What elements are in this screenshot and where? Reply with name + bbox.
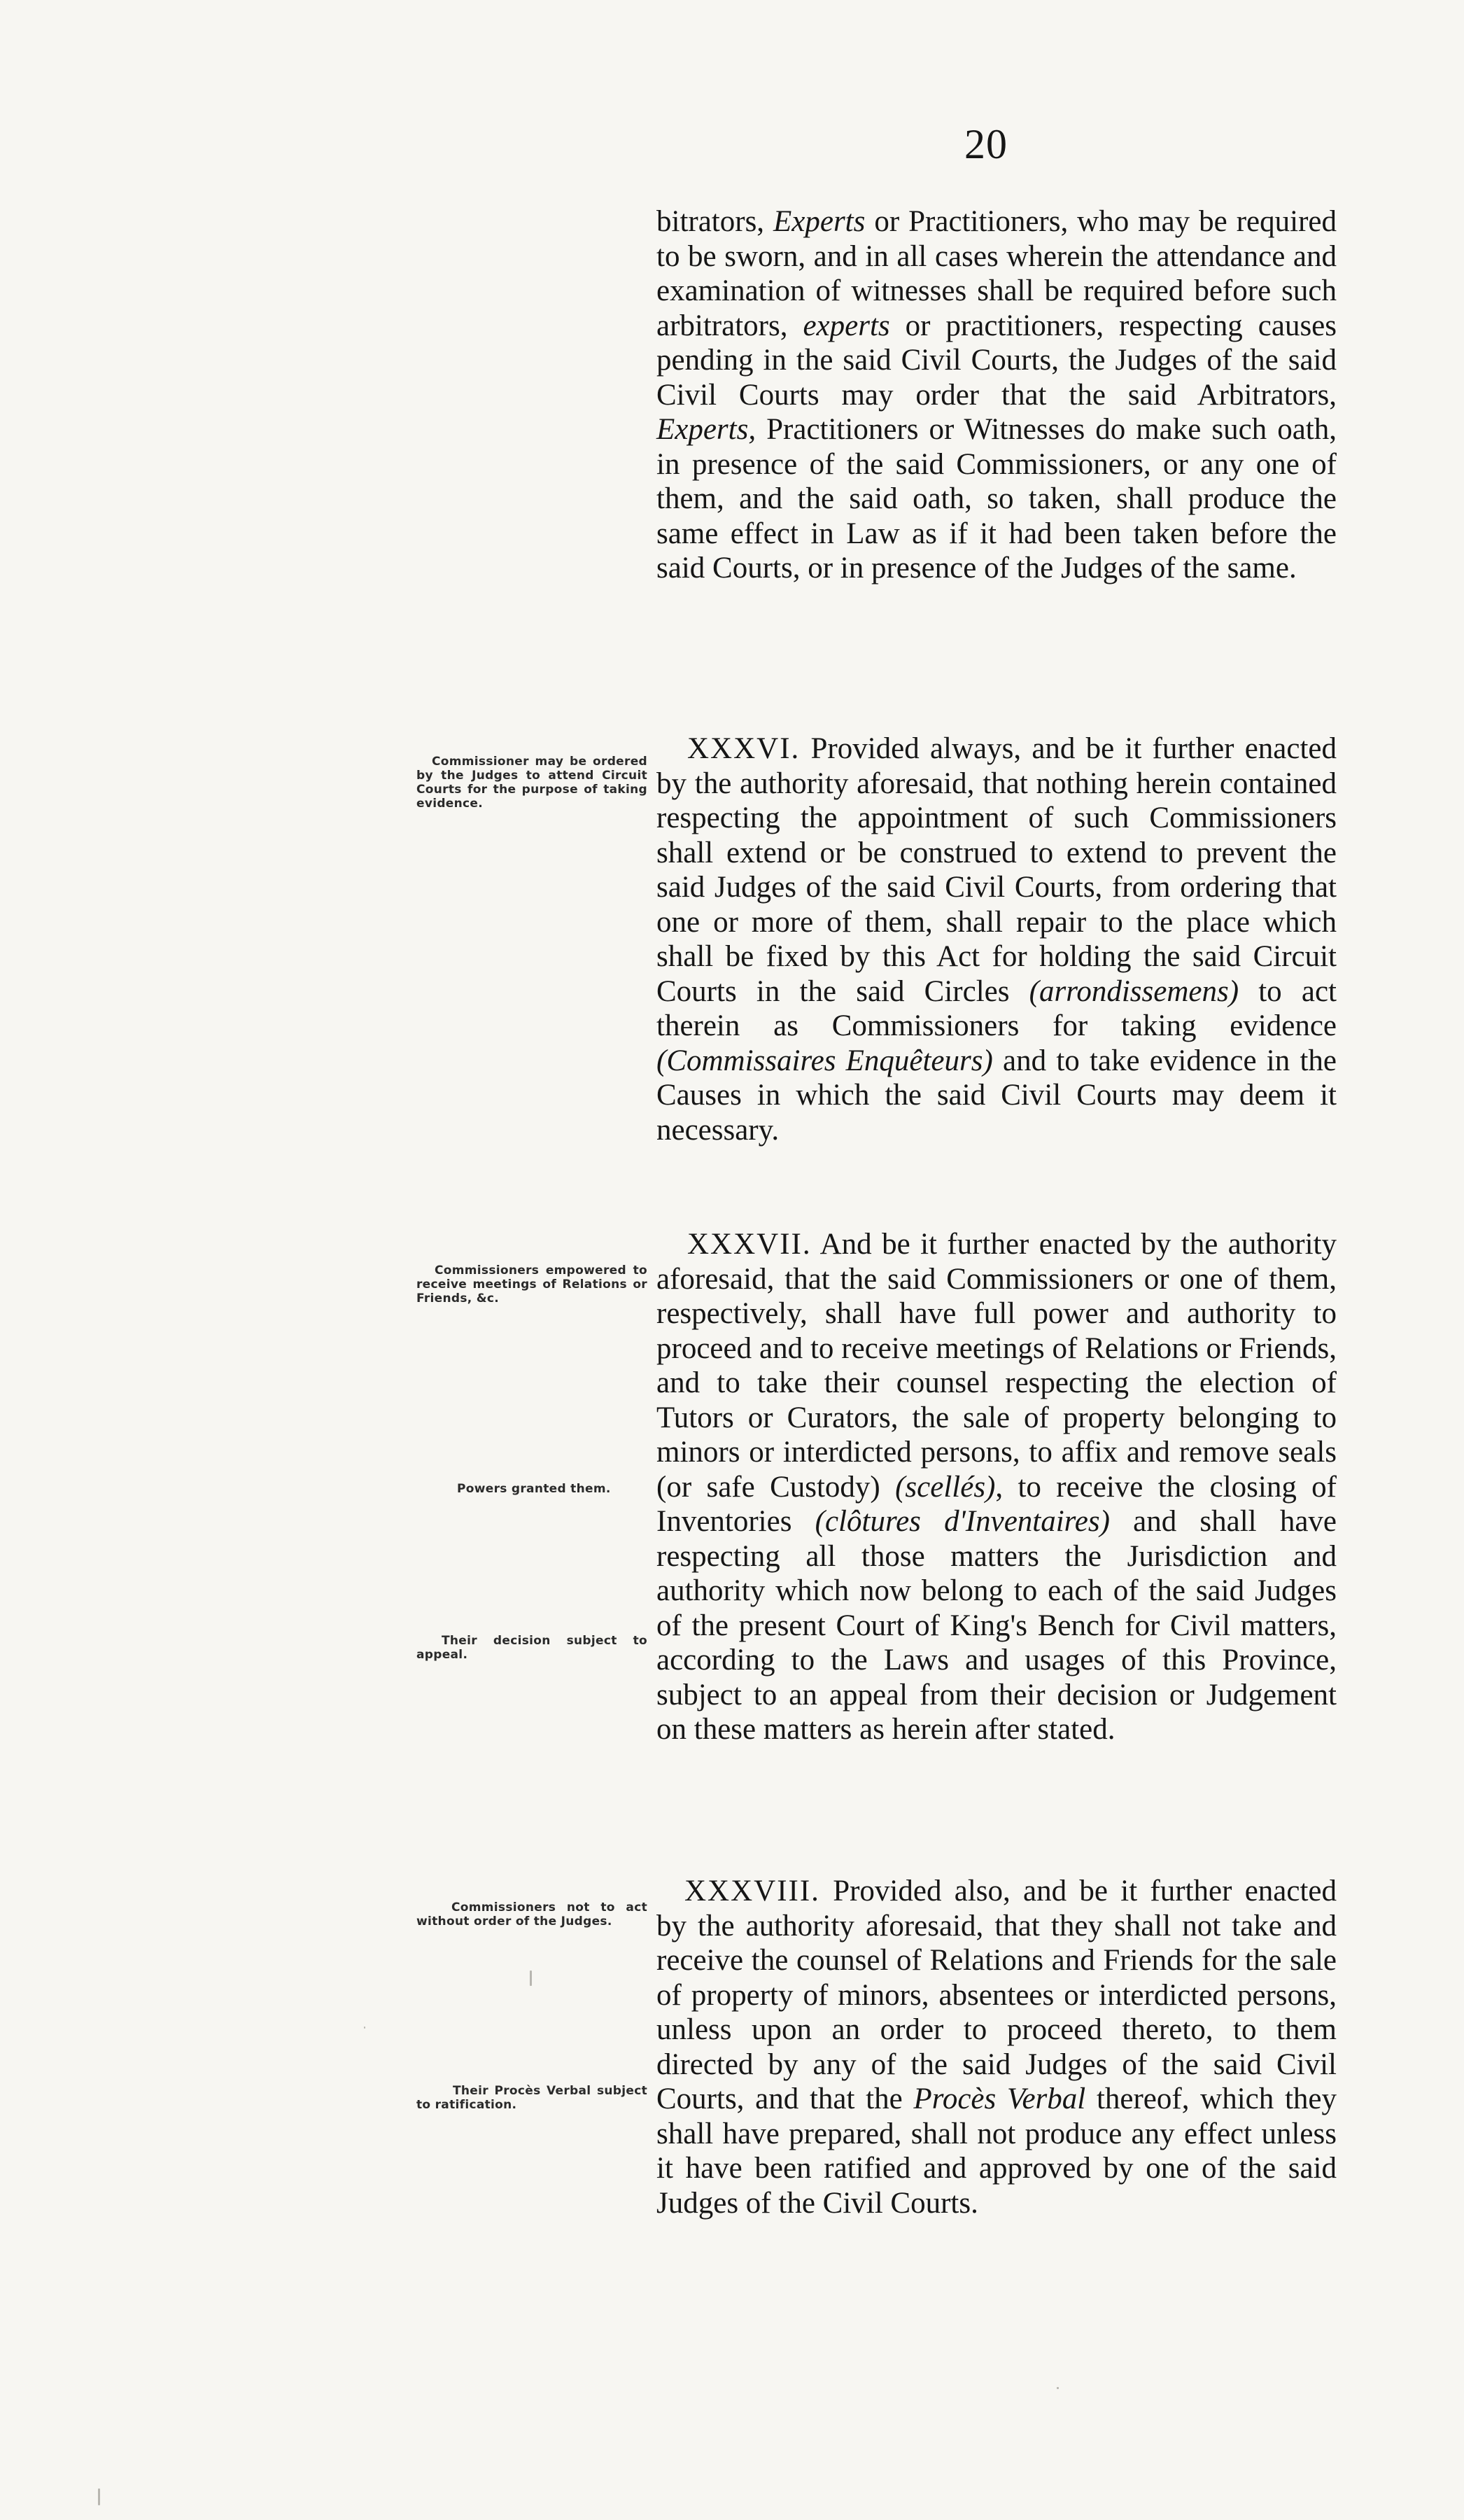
italic-term: (clôtures d'Inventaires) xyxy=(815,1505,1110,1538)
italic-term: (arrondissemens) xyxy=(1029,974,1239,1008)
section-number: XXXVIII. xyxy=(684,1875,820,1907)
page-number: 20 xyxy=(964,121,1008,167)
paragraph-text: Provided also, and be it further enacted by the authority aforesaid, that they shall not take and receive the counsel of Relations and Friends for the sale of property of minors, absentees or interdicted persons, unless upon an order to proceed thereto, to them directed by any of the said Judges of the said Civil Courts, and that the xyxy=(656,1875,1337,2115)
section-xxxviii xyxy=(656,1874,1337,2220)
italic-term: (Commissaires Enquêteurs) xyxy=(656,1044,993,1077)
margin-note-commissioner-circuit-courts: Commissioner may be ordered by the Judges to attend Circuit Courts for the purpose of taking evidence. xyxy=(416,755,647,811)
paragraph-text: or Practitioners, who may be required to be sworn, and in all cases wherein the attendance and examination of witnesses shall be required before such arbitrators, xyxy=(656,205,1337,342)
paragraph-text: Practitioners or Witnesses do make such oath, in presence of the said Commissioners, or any one of them, and the said oath, so taken, shall produce the same effect in Law as if it had been taken before the said Courts, or in presence of the Judges of the same. xyxy=(656,413,1337,584)
margin-note-not-without-order: Commissioners not to act without order of the Judges. xyxy=(416,1900,647,1928)
paragraph-text: to act therein as Commissioners for taking evidence xyxy=(656,974,1337,1042)
paper-speck xyxy=(1057,2387,1059,2389)
section-xxxvi xyxy=(656,732,1337,1147)
paragraph-text: and shall have respecting all those matters the Jurisdiction and authority which now belong to each of the said Judges of the present Court of King's Bench for Civil matters, according to the Laws and usages of this Province, subject to an appeal from their decision or Judgement on these matters as herein after stated. xyxy=(656,1505,1337,1746)
paragraph-text: thereof, which they shall have prepared, shall not produce any effect unless it have been ratified and approved by one of the said Judges of the Civil Courts. xyxy=(656,2082,1337,2220)
margin-note-powers-granted: Powers granted them. xyxy=(457,1482,611,1496)
paragraph-text: and to take evidence in the Causes in which the said Civil Courts may deem it necessary. xyxy=(656,1044,1337,1147)
paragraph-text: And be it further enacted by the authority aforesaid, that the said Commissioners or one of them, respectively, shall have full power and authority to proceed and to receive meetings of Relations or Friends, and to take their counsel respecting the election of Tutors or Curators, the sale of property belonging to minors or interdicted persons, to affix and remove seals (or safe Custody) xyxy=(656,1228,1337,1504)
italic-term: Experts, xyxy=(656,413,756,446)
italic-term: Procès Verbal xyxy=(913,2082,1086,2115)
section-number: XXXVI. xyxy=(687,732,801,765)
paragraph-text: or practitioners, respecting causes pending in the said Civil Courts, the Judges of the said Civil Courts may order that the said Arbitrators, xyxy=(656,309,1337,412)
paper-speck xyxy=(530,1970,532,1986)
paragraph-text: Provided always, and be it further enacted by the authority aforesaid, that nothing herein contained respecting the appointment of such Commissioners shall extend or be construed to extend to prevent the said Judges of the said Civil Courts, from ordering that one or more of them, shall repair to the place which shall be fixed by this Act for holding the said Circuit Courts in the said Circles xyxy=(656,732,1337,1008)
section-xxxvii xyxy=(656,1227,1337,1747)
margin-note-commissioners-empowered: Commissioners empowered to receive meetings of Relations or Friends, &c. xyxy=(416,1264,647,1306)
paragraph-text: bitrators, xyxy=(656,205,774,238)
paper-speck xyxy=(98,2488,100,2505)
paper-speck xyxy=(364,2026,365,2029)
italic-term: (scellés) xyxy=(895,1470,996,1504)
paragraph-continuation xyxy=(656,204,1337,586)
margin-note-proces-verbal-ratification: Their Procès Verbal subject to ratification. xyxy=(416,2084,647,2112)
italic-term: Experts xyxy=(773,205,866,238)
margin-note-decision-subject-to-appeal: Their decision subject to appeal. xyxy=(416,1634,647,1662)
italic-term: experts xyxy=(803,309,890,342)
section-number: XXXVII. xyxy=(687,1228,812,1261)
paragraph-text: , to receive the closing of Inventories xyxy=(656,1470,1337,1538)
